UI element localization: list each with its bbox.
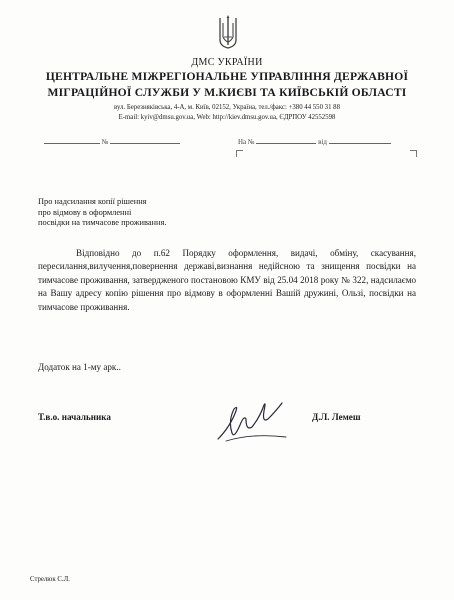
address-corner-left [236,150,243,157]
signatory-name: Д.Л. Лемеш [312,412,361,422]
subject-line: Про надсилання копії рішення [38,197,147,206]
organization-contacts: E-mail: kyiv@dmsu.gov.ua, Web: http://kiev.dmsu.gov.ua, ЄДРПОУ 42552598 [118,114,336,121]
letter-body: Відповідно до п.62 Порядку оформлення, видачі, обміну, скасування, пересилання,вилучення,повернення державі,визнання недійсною та знищення посвідки на тимчасове проживання, затвердженого постановою КМУ від 25.04 2018 року № 322, надсилаємо на Вашу адресу копію рішення про відмову в оформленні Вашій дружині, Ользі, посвідки на тимчасове проживання. [38,248,416,312]
number-sign: № [101,138,109,146]
annex-note: Додаток на 1-му арк.. [38,362,121,372]
on-number-label: На № [238,138,255,146]
signatory-title: Т.в.о. начальника [38,412,111,422]
executor-name: Стрелюк С.Л. [30,576,70,583]
agency-name: ДМС УКРАЇНИ [191,57,263,68]
subject-line: про відмову в оформленні [38,207,132,217]
trident-emblem-icon [218,14,238,50]
subject-line: посвідки на тимчасове проживання. [38,218,167,227]
letter-subject [38,197,166,229]
organization-address: вул. Березняківська, 4-А, м. Київ, 02152, Україна, тел./факс: +380 44 550 31 88 [114,104,340,111]
handwritten-signature-icon [212,397,292,452]
organization-name-line2: МІГРАЦІЙНОЇ СЛУЖБИ У М.КИЄВІ ТА КИЇВСЬКІЙ ОБЛАСТІ [47,86,407,99]
from-label: від [318,138,327,146]
incoming-reference-field [238,136,391,146]
organization-name-line1: ЦЕНТРАЛЬНЕ МІЖРЕГІОНАЛЬНЕ УПРАВЛІННЯ ДЕРЖАВНОЇ [45,70,409,83]
outgoing-number-field [44,136,180,146]
address-corner-right [410,150,417,157]
